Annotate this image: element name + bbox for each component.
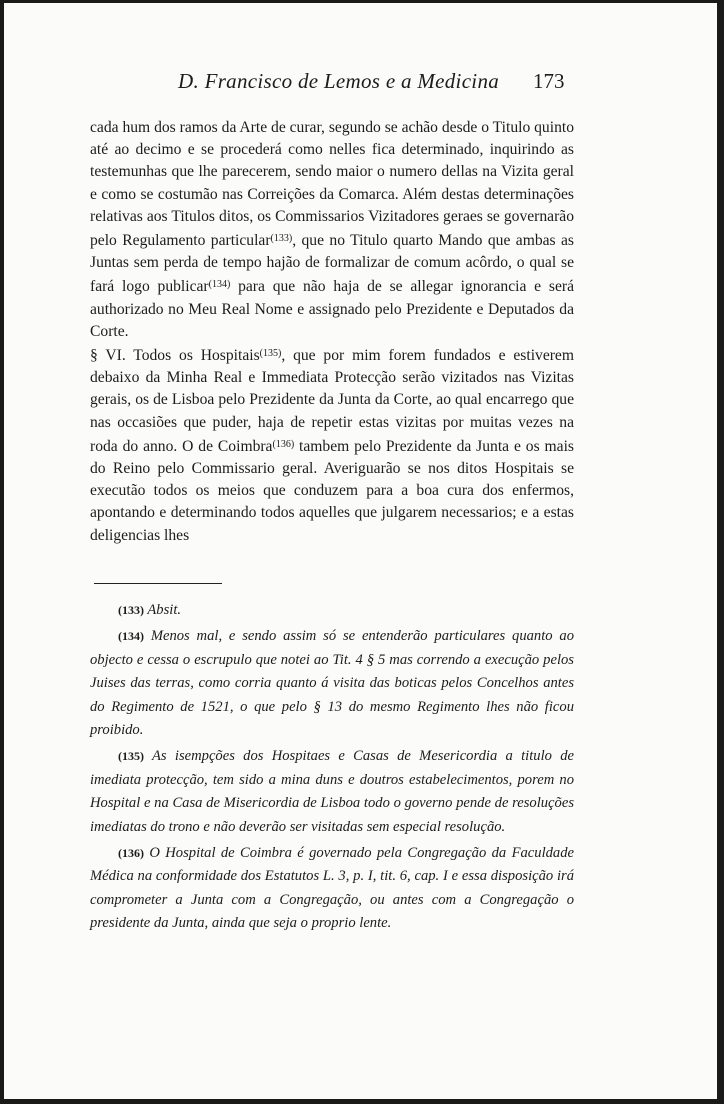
page-header <box>4 69 717 99</box>
footnote-text: Absit. <box>144 602 182 618</box>
text-run: § VI. Todos os Hospitais <box>90 347 260 365</box>
footnote <box>90 842 574 936</box>
footnote-text: As isempções dos Hospitaes e Casas de Mesericordia a titulo de imediata protecção, tem sido a mina duns e doutros estabelecimentos, porem no Hospital e na Casa de Misericordia de Lisboa todo o governo pende de resoluções imediatas do trono e não deverão ser visitadas sem especial resolução. <box>90 748 574 835</box>
text-run: , que no Titulo quarto Mando que ambas as Juntas sem perda de tempo hajão de formalizar de comum acôrdo, o qual se fará logo publicar <box>90 232 575 296</box>
text-run: cada hum dos ramos da Arte de curar, segundo se achão desde o Titulo quinto até ao decimo e se procederá como nelles fica determinado, inquirindo as testemunhas que lhe parecerem, sendo maior o numero dellas na Vizita geral e como se costumão nas Correições da Comarca. Além destas determinações relativas aos Titulos ditos, os Commissarios Vizitadores geraes se governarão pelo Regulamento particular <box>90 119 574 250</box>
footnote <box>90 745 574 839</box>
footnote-reference: (136) <box>272 438 295 450</box>
footnote <box>90 599 574 622</box>
running-title: D. Francisco de Lemos e a Medicina <box>178 69 500 93</box>
footnote-number: (133) <box>118 603 144 617</box>
page-number: 173 <box>533 69 565 93</box>
paragraph <box>90 117 574 343</box>
footnote-number: (135) <box>118 749 144 764</box>
footnotes <box>90 599 574 939</box>
footnote-reference: (134) <box>208 279 231 291</box>
footnote-number: (134) <box>118 629 144 644</box>
footnote-text: O Hospital de Coimbra é governado pela Congregação da Faculdade Médica na conformidade dos Estatutos L. 3, p. I, tit. 6, cap. I e essa disposição irá comprometer a Junta com a Congregação, ou antes com a Congregação o presidente da Junta, ainda que seja o proprio lente. <box>90 845 574 932</box>
text-run: tambem pelo Prezidente da Junta e os mais do Reino pelo Commissario geral. Averiguarão se nos ditos Hospitais se executão todos os meios que conduzem para a boa cura dos enfermos, apontando e determinando todos aquelles que julgarem necessarios; e a estas deligencias lhes <box>90 437 574 544</box>
footnote-reference: (135) <box>259 348 282 360</box>
footnote-reference: (133) <box>270 233 293 245</box>
footnote <box>90 625 574 742</box>
book-page <box>4 3 717 1099</box>
footnote-number: (136) <box>118 846 144 861</box>
text-run: para que não haja de se allegar ignorancia e será authorizado no Meu Real Nome e assignado pelo Prezidente e Deputados da Corte. <box>90 278 574 340</box>
main-text <box>90 117 574 547</box>
footnote-text: Menos mal, e sendo assim só se entenderão particulares quanto ao objecto e cessa o escrupulo que notei ao Tit. 4 § 5 mas correndo a execução pelos Juises das terras, como corria quanto á visita das boticas pelos Concelhos antes do Regimento de 1521, o que pelo § 13 do mesmo Regimento lhes não ficou proibido. <box>90 628 574 739</box>
footnote-divider <box>94 583 222 584</box>
text-run: , que por mim forem fundados e estiverem debaixo da Minha Real e Immediata Protecção serão vizitados nas Vizitas gerais, os de Lisboa pelo Prezidente da Junta da Corte, ao qual encarrego que nas occasiões que puder, haja de repetir estas vizitas por muitas vezes na roda do anno. O de Coimbra <box>90 347 574 455</box>
paragraph <box>90 343 574 547</box>
